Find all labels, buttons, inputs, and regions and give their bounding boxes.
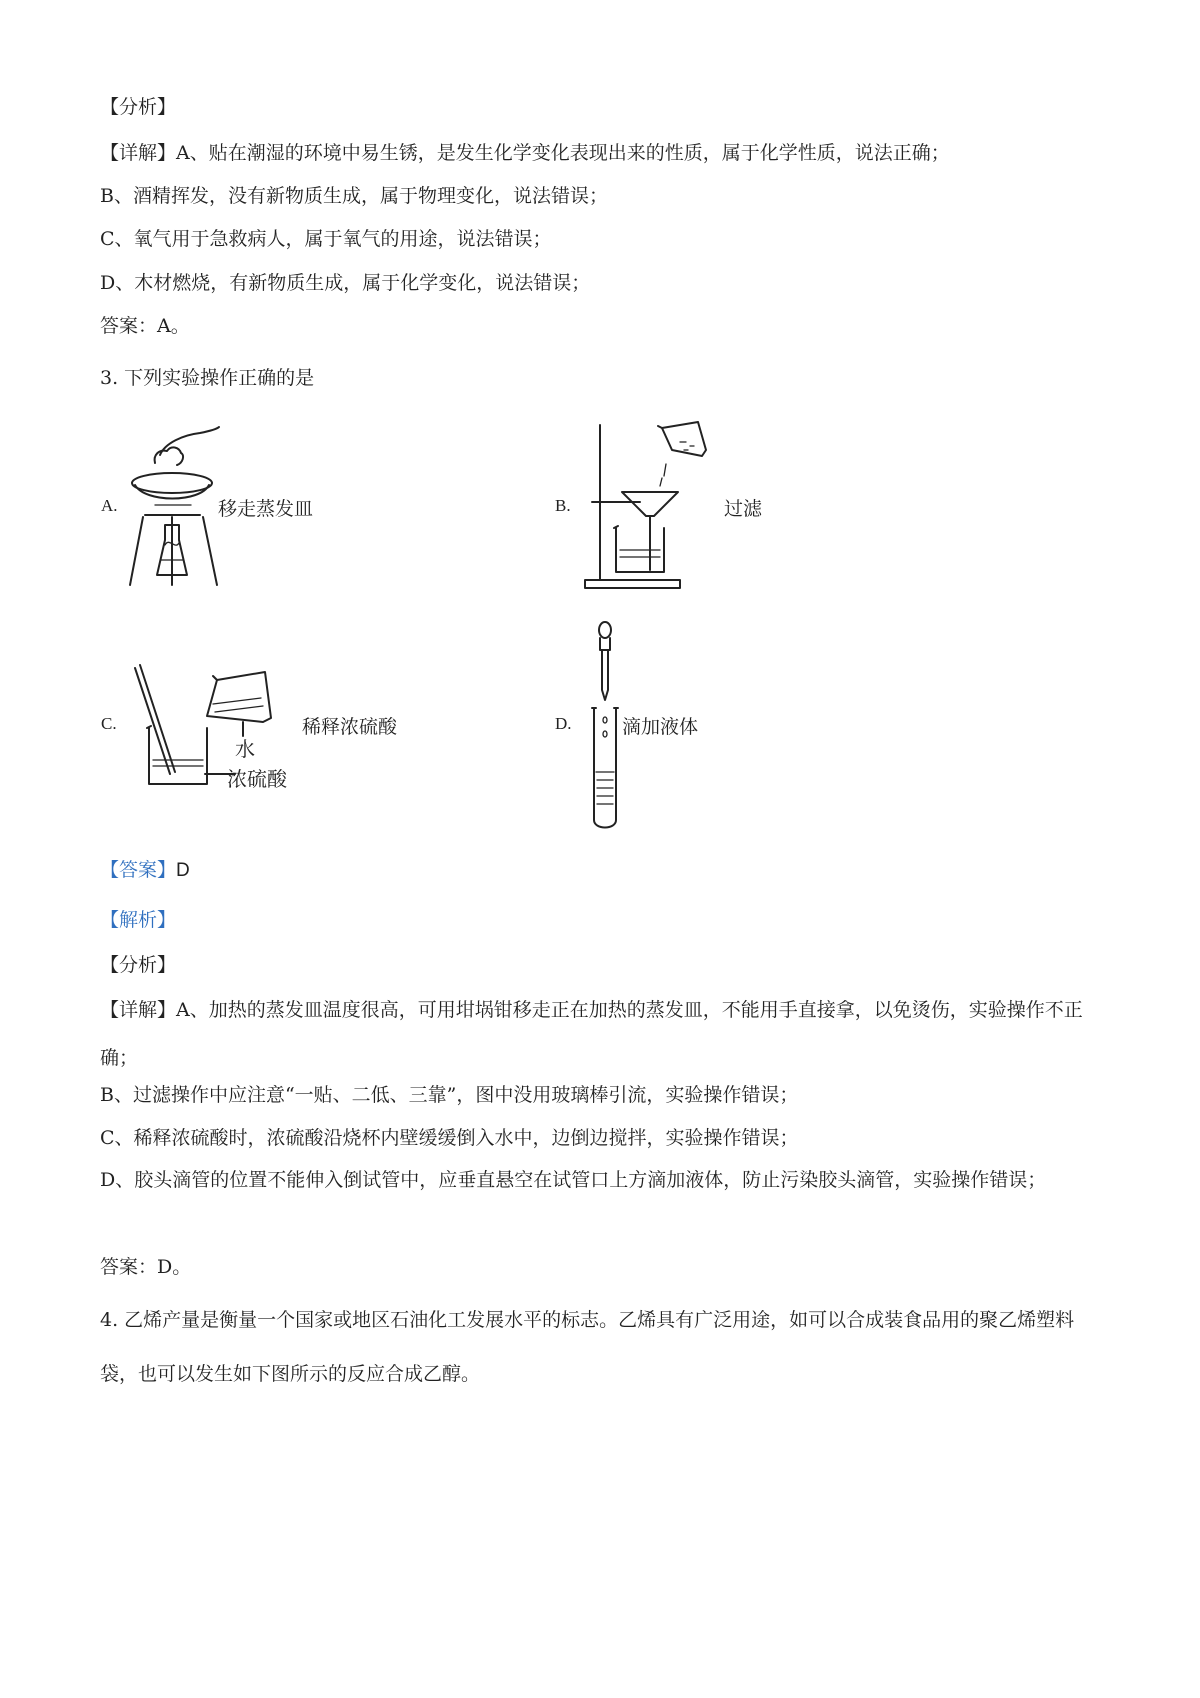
- filtration-figure: [580, 420, 720, 590]
- option-a-caption: 移走蒸发皿: [218, 498, 314, 520]
- q3-answer: 答案：D。: [100, 1256, 192, 1278]
- concentrated-acid-label: 浓硫酸: [227, 767, 287, 791]
- answer-row: [100, 856, 190, 885]
- detail-line-a: 【详解】A、贴在潮湿的环境中易生锈，是发生化学变化表现出来的性质，属于化学性质，说法正确；: [100, 142, 950, 164]
- water-label: 水: [235, 737, 255, 761]
- option-d-letter: D.: [555, 714, 572, 733]
- q3-detail-c: C、稀释浓硫酸时，浓硫酸沿烧杯内壁缓缓倒入水中，边倒边搅拌，实验操作错误；: [100, 1127, 799, 1149]
- option-d-caption: 滴加液体: [622, 716, 699, 738]
- dilute-acid-figure: [135, 660, 295, 800]
- option-c-caption: 稀释浓硫酸: [302, 716, 398, 738]
- q3-analysis-heading: 【分析】: [100, 954, 177, 976]
- q3-detail-b: B、过滤操作中应注意“一贴、二低、三靠”，图中没用玻璃棒引流，实验操作错误；: [100, 1084, 799, 1106]
- option-a-letter: A.: [101, 496, 118, 515]
- explanation-label: 【解析】: [100, 909, 177, 931]
- q3-detail-a: 【详解】A、加热的蒸发皿温度很高，可用坩埚钳移走正在加热的蒸发皿，不能用手直接拿，以免烫伤，实验操作不正确；: [100, 999, 1083, 1069]
- question-3-stem: 3. 下列实验操作正确的是: [100, 367, 315, 389]
- option-b-caption: 过滤: [724, 498, 763, 520]
- dropper-figure: [590, 620, 620, 830]
- option-c-letter: C.: [101, 714, 117, 733]
- q3-detail-d: D、胶头滴管的位置不能伸入倒试管中，应垂直悬空在试管口上方滴加液体，防止污染胶头滴管，实验操作错误；: [100, 1169, 1047, 1191]
- evaporating-dish-figure: [125, 425, 220, 590]
- question-4-stem: 4. 乙烯产量是衡量一个国家或地区石油化工发展水平的标志。乙烯具有广泛用途，如可以合成装食品用的聚乙烯塑料袋，也可以发生如下图所示的反应合成乙醇。: [100, 1309, 1075, 1385]
- answer-value: D: [176, 860, 190, 881]
- analysis-heading: 【分析】: [100, 96, 177, 118]
- detail-line-c: C、氧气用于急救病人，属于氧气的用途，说法错误；: [100, 228, 552, 250]
- detail-line-b: B、酒精挥发，没有新物质生成，属于物理变化，说法错误；: [100, 185, 608, 207]
- detail-line-d: D、木材燃烧，有新物质生成，属于化学变化，说法错误；: [100, 272, 591, 294]
- answer-line: 答案：A。: [100, 315, 190, 337]
- option-b-letter: B.: [555, 496, 571, 515]
- answer-label: 【答案】: [100, 859, 177, 881]
